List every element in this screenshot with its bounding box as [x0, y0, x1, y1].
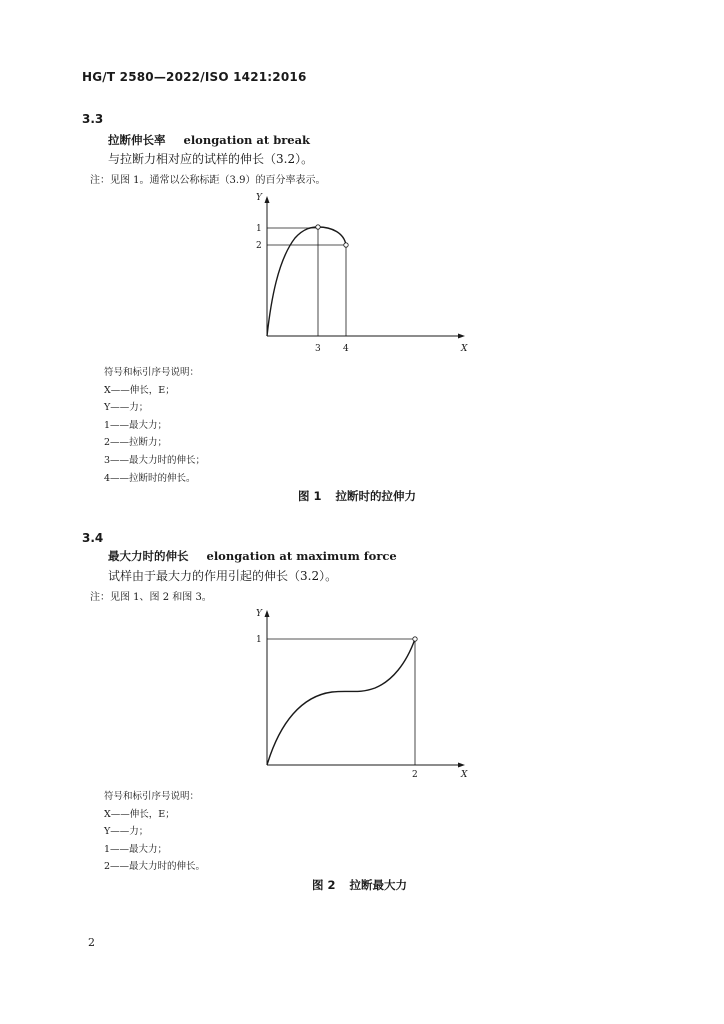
max-force-point — [413, 637, 417, 641]
legend-item: 4——拉断时的伸长。 — [104, 472, 196, 484]
legend-item: 2——最大力时的伸长。 — [104, 861, 206, 873]
term-en: elongation at break — [183, 133, 311, 147]
max-force-point — [316, 225, 320, 229]
legend-item: X——伸长，E； — [104, 384, 175, 396]
y-axis-arrow — [265, 196, 270, 203]
legend-title: 符号和标引序号说明： — [104, 791, 200, 802]
figure-2-caption — [312, 877, 407, 893]
y-axis-arrow — [265, 610, 270, 617]
x-mark-3: 3 — [315, 344, 321, 354]
section-3-4-number: 3.4 — [82, 531, 104, 545]
x-mark-4: 4 — [343, 344, 349, 354]
term-en: elongation at maximum force — [206, 549, 397, 563]
legend-item: Y——力； — [104, 826, 149, 838]
force-elongation-curve — [267, 639, 415, 765]
figure-1-legend — [104, 364, 205, 487]
caption-text: 拉断时的拉伸力 — [335, 489, 417, 503]
x-axis-arrow — [458, 763, 465, 768]
x-axis-label: X — [461, 344, 468, 354]
caption-number: 图 2 — [312, 878, 336, 892]
y-axis-label: Y — [256, 193, 262, 203]
section-3-3-definition: 与拉断力相对应的试样的伸长（3.2）。 — [108, 152, 314, 166]
term-zh: 拉断伸长率 — [108, 133, 166, 147]
break-point — [344, 243, 348, 247]
figure-1-caption — [298, 488, 416, 504]
legend-item: 3——最大力时的伸长； — [104, 454, 206, 466]
section-3-4-note: 注：见图 1、图 2 和图 3。 — [90, 592, 212, 603]
legend-item: Y——力； — [104, 402, 149, 414]
section-3-4-definition: 试样由于最大力的作用引起的伸长（3.2）。 — [108, 569, 338, 583]
legend-item: 1——最大力； — [104, 843, 168, 855]
caption-text: 拉断最大力 — [349, 878, 408, 892]
y-mark-1: 1 — [256, 224, 262, 234]
figure-2-legend — [104, 788, 205, 876]
section-3-3-number: 3.3 — [82, 112, 104, 126]
caption-number: 图 1 — [298, 489, 322, 503]
term-zh: 最大力时的伸长 — [108, 549, 189, 563]
y-axis-label: Y — [256, 609, 262, 619]
legend-title: 符号和标引序号说明： — [104, 367, 200, 378]
section-3-3-term — [108, 132, 310, 148]
y-mark-2: 2 — [256, 241, 262, 251]
figure-1-chart — [240, 190, 480, 360]
section-3-4-term — [108, 548, 397, 564]
figure-2-chart — [240, 604, 480, 784]
section-3-3-note: 注：见图 1。通常以公称标距（3.9）的百分率表示。 — [90, 175, 326, 186]
legend-item: 1——最大力； — [104, 419, 168, 431]
x-axis-label: X — [461, 770, 468, 780]
legend-item: 2——拉断力； — [104, 437, 168, 449]
page-number: 2 — [88, 936, 95, 949]
x-mark-2: 2 — [412, 770, 418, 780]
force-elongation-curve — [267, 227, 346, 336]
y-mark-1: 1 — [256, 635, 262, 645]
x-axis-arrow — [458, 334, 465, 339]
document-header: HG/T 2580—2022/ISO 1421:2016 — [82, 70, 307, 84]
legend-item: X——伸长，E； — [104, 808, 175, 820]
